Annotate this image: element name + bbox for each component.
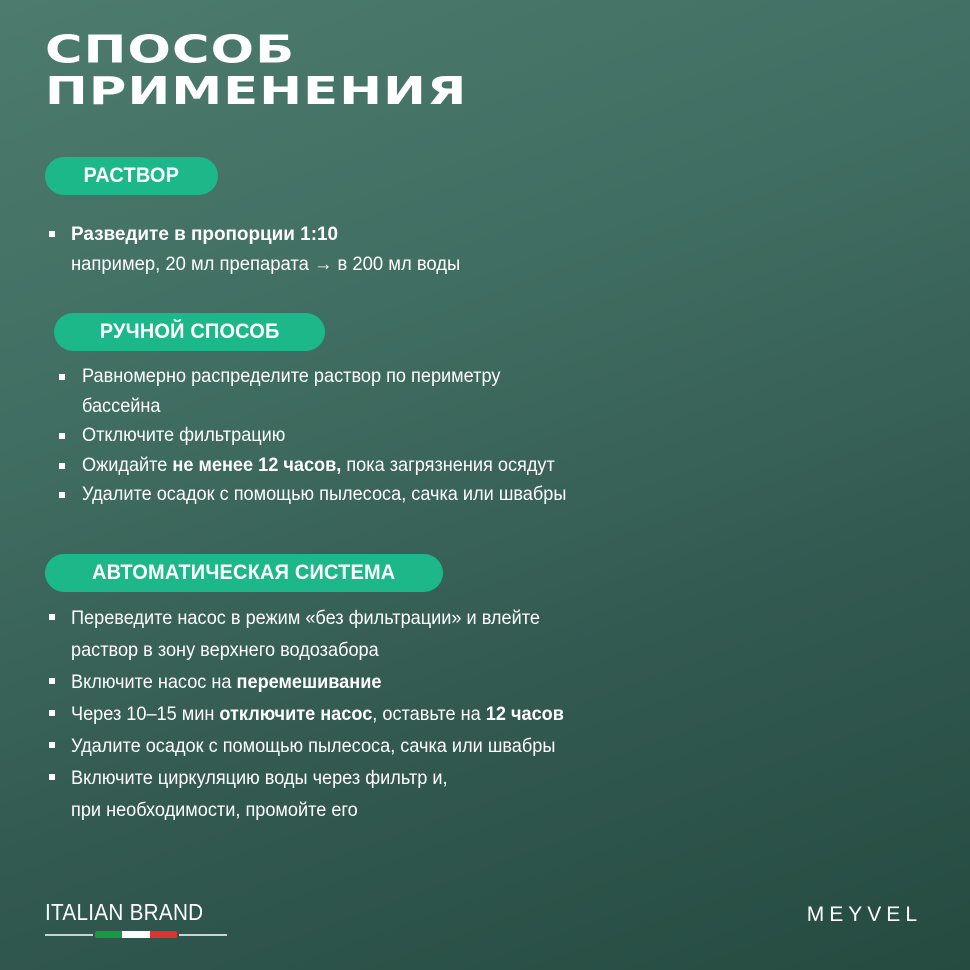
bullet-icon [59,492,65,498]
section-badge-solution: РАСТВОР [45,157,218,195]
title-line-1: СПОСОБ [45,28,296,73]
manual-list [59,362,603,510]
list-item-sub: например, 20 мл препарата → в 200 мл воды [71,254,461,275]
title-line-2: ПРИМЕНЕНИЯ [45,69,468,114]
divider [179,934,227,936]
list-item: Переведите насос в режим «без фильтрации» и влейте [49,602,601,634]
bullet-icon [59,433,65,439]
italian-brand-badge [45,898,227,939]
meyvel-logo: MEYVEL [806,903,922,926]
page-title [45,30,467,113]
italian-flag-icon [95,931,177,938]
bullet-icon [49,231,55,237]
list-item: Равномерно распределите раствор по периметру [59,362,603,392]
bullet-icon [49,742,55,748]
section-badge-automatic: АВТОМАТИЧЕСКАЯ СИСТЕМА [45,554,443,592]
bullet-icon [49,710,55,716]
list-item: Ожидайте не менее 12 часов, пока загрязнения осядут [59,451,603,481]
bullet-icon [49,774,55,780]
list-item: Удалите осадок с помощью пылесоса, сачка или швабры [49,730,601,762]
list-item-continuation: раствор в зону верхнего водозабора [71,639,379,661]
bullet-icon [49,678,55,684]
list-item: Отключите фильтрацию [59,421,603,451]
list-item-continuation: бассейна [82,394,161,417]
solution-list [49,219,472,280]
list-item: Включите насос на перемешивание [49,666,601,698]
list-item: Через 10–15 мин отключите насос, оставьте на 12 часов [49,698,601,730]
list-item: Разведите в пропорции 1:10 [49,219,472,249]
italian-brand-label: ITALIAN BRAND [45,899,204,925]
list-item: Удалите осадок с помощью пылесоса, сачка или швабры [59,480,603,510]
automatic-list [49,602,601,826]
list-item: Включите циркуляцию воды через фильтр и, [49,762,601,794]
divider [45,934,93,936]
list-item-continuation: при необходимости, промойте его [71,799,358,821]
italian-flag-rule [45,931,227,939]
bullet-icon [49,614,55,620]
section-badge-manual: РУЧНОЙ СПОСОБ [54,313,325,351]
bullet-icon [59,463,65,469]
bullet-icon [59,374,65,380]
